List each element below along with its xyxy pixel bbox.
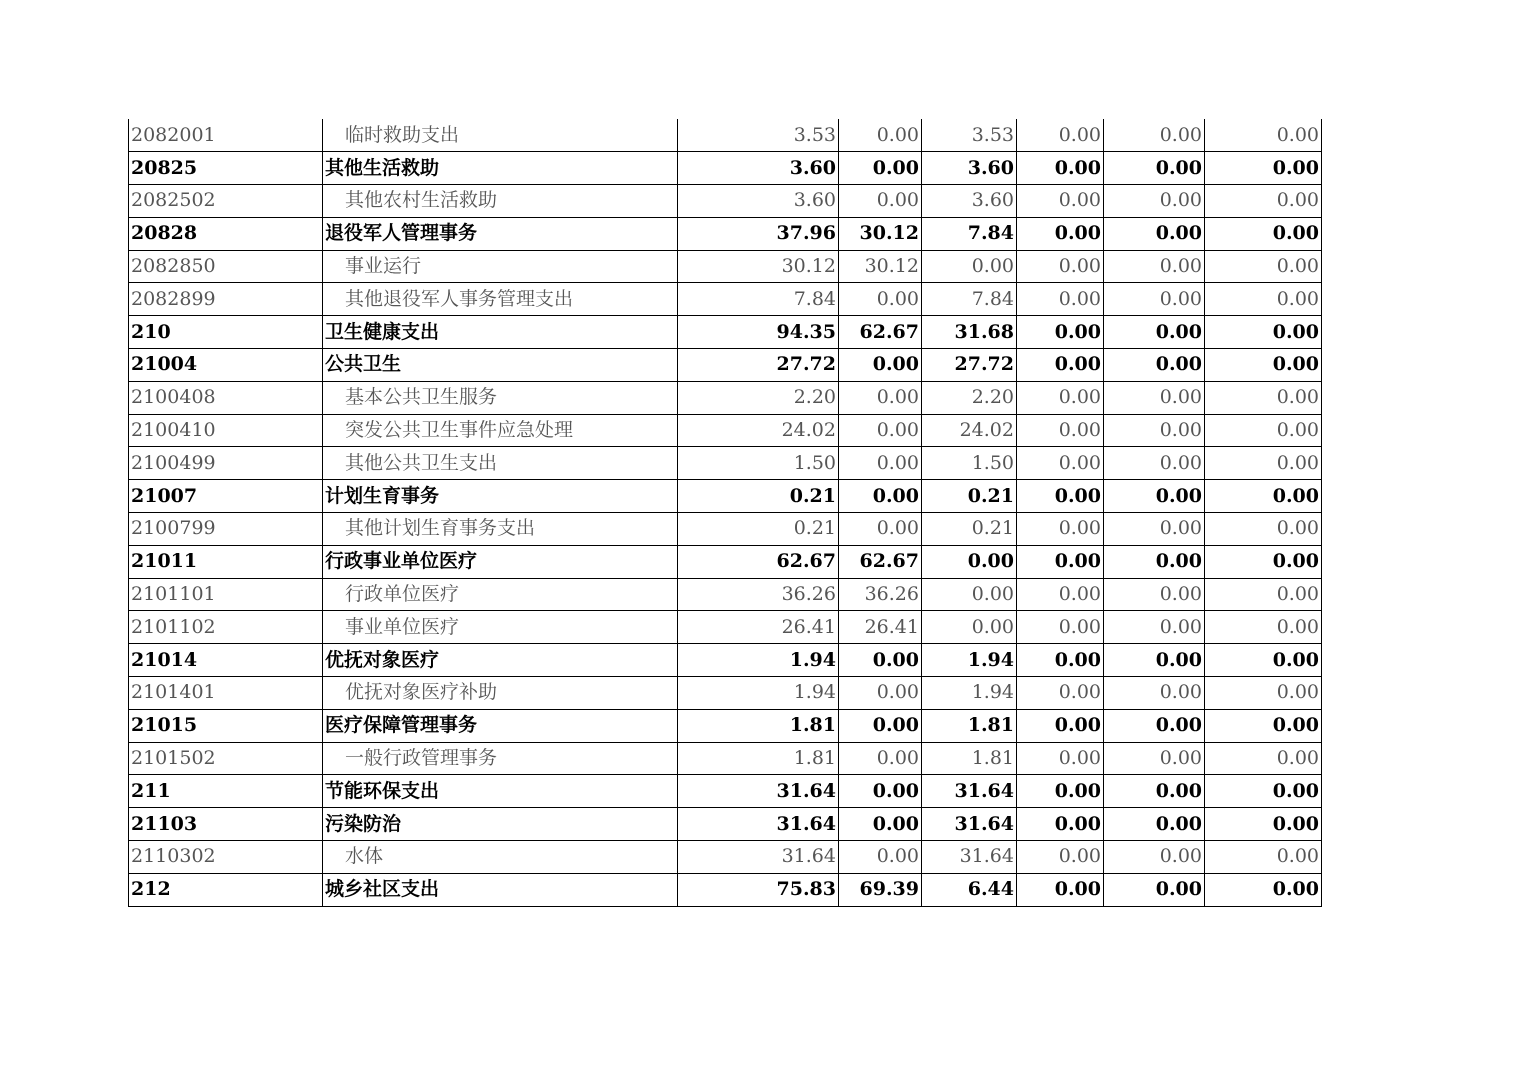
subject-code: 20825 bbox=[129, 152, 323, 185]
subject-name: 计划生育事务 bbox=[323, 480, 678, 513]
amount-cell: 0.00 bbox=[839, 775, 922, 808]
amount-cell: 0.00 bbox=[1017, 152, 1104, 185]
amount-cell: 0.00 bbox=[1104, 119, 1205, 152]
subject-code: 211 bbox=[129, 775, 323, 808]
amount-cell: 24.02 bbox=[678, 414, 839, 447]
amount-cell: 0.00 bbox=[1017, 873, 1104, 906]
subject-code: 21103 bbox=[129, 808, 323, 841]
amount-cell: 0.00 bbox=[1205, 873, 1322, 906]
amount-cell: 0.00 bbox=[1205, 513, 1322, 546]
subject-name: 行政事业单位医疗 bbox=[323, 545, 678, 578]
amount-cell: 0.00 bbox=[1017, 841, 1104, 874]
subject-name: 医疗保障管理事务 bbox=[323, 709, 678, 742]
amount-cell: 0.00 bbox=[839, 381, 922, 414]
amount-cell: 0.00 bbox=[839, 447, 922, 480]
amount-cell: 0.00 bbox=[1017, 283, 1104, 316]
table-row bbox=[129, 775, 1322, 808]
amount-cell: 69.39 bbox=[839, 873, 922, 906]
subject-code: 2082899 bbox=[129, 283, 323, 316]
table-row bbox=[129, 283, 1322, 316]
amount-cell: 0.00 bbox=[1017, 349, 1104, 382]
amount-cell: 1.81 bbox=[922, 709, 1017, 742]
amount-cell: 0.00 bbox=[1104, 775, 1205, 808]
table-row bbox=[129, 316, 1322, 349]
amount-cell: 0.00 bbox=[1205, 414, 1322, 447]
subject-code: 2082850 bbox=[129, 250, 323, 283]
amount-cell: 27.72 bbox=[922, 349, 1017, 382]
subject-code: 21011 bbox=[129, 545, 323, 578]
amount-cell: 26.41 bbox=[839, 611, 922, 644]
amount-cell: 6.44 bbox=[922, 873, 1017, 906]
subject-code: 21007 bbox=[129, 480, 323, 513]
amount-cell: 1.94 bbox=[922, 644, 1017, 677]
amount-cell: 27.72 bbox=[678, 349, 839, 382]
amount-cell: 31.64 bbox=[678, 841, 839, 874]
amount-cell: 0.00 bbox=[1205, 742, 1322, 775]
amount-cell: 0.00 bbox=[839, 677, 922, 710]
amount-cell: 0.00 bbox=[1104, 808, 1205, 841]
amount-cell: 7.84 bbox=[922, 283, 1017, 316]
amount-cell: 0.00 bbox=[1017, 775, 1104, 808]
table-row bbox=[129, 644, 1322, 677]
amount-cell: 0.00 bbox=[839, 119, 922, 152]
amount-cell: 0.00 bbox=[1104, 709, 1205, 742]
amount-cell: 31.64 bbox=[922, 775, 1017, 808]
amount-cell: 0.00 bbox=[1205, 611, 1322, 644]
amount-cell: 3.53 bbox=[922, 119, 1017, 152]
amount-cell: 0.00 bbox=[922, 545, 1017, 578]
table-row bbox=[129, 381, 1322, 414]
table-row bbox=[129, 152, 1322, 185]
subject-name: 行政单位医疗 bbox=[323, 578, 678, 611]
table-row bbox=[129, 578, 1322, 611]
amount-cell: 0.00 bbox=[1205, 250, 1322, 283]
subject-name: 优抚对象医疗 bbox=[323, 644, 678, 677]
amount-cell: 0.00 bbox=[1104, 480, 1205, 513]
subject-name: 节能环保支出 bbox=[323, 775, 678, 808]
subject-name: 事业运行 bbox=[323, 250, 678, 283]
amount-cell: 0.21 bbox=[922, 480, 1017, 513]
amount-cell: 0.00 bbox=[1205, 545, 1322, 578]
amount-cell: 1.81 bbox=[678, 742, 839, 775]
subject-name: 其他公共卫生支出 bbox=[323, 447, 678, 480]
amount-cell: 0.00 bbox=[922, 250, 1017, 283]
subject-code: 21004 bbox=[129, 349, 323, 382]
amount-cell: 0.00 bbox=[1104, 217, 1205, 250]
amount-cell: 0.00 bbox=[1017, 709, 1104, 742]
amount-cell: 7.84 bbox=[922, 217, 1017, 250]
amount-cell: 0.00 bbox=[1205, 185, 1322, 218]
subject-code: 2110302 bbox=[129, 841, 323, 874]
amount-cell: 3.60 bbox=[922, 152, 1017, 185]
subject-name: 其他计划生育事务支出 bbox=[323, 513, 678, 546]
amount-cell: 3.60 bbox=[678, 185, 839, 218]
subject-name: 其他生活救助 bbox=[323, 152, 678, 185]
table-row bbox=[129, 217, 1322, 250]
amount-cell: 1.50 bbox=[678, 447, 839, 480]
subject-code: 2101401 bbox=[129, 677, 323, 710]
amount-cell: 1.94 bbox=[678, 677, 839, 710]
table-row bbox=[129, 709, 1322, 742]
amount-cell: 0.00 bbox=[1205, 578, 1322, 611]
amount-cell: 0.00 bbox=[1104, 611, 1205, 644]
amount-cell: 62.67 bbox=[678, 545, 839, 578]
amount-cell: 0.00 bbox=[1205, 447, 1322, 480]
amount-cell: 3.53 bbox=[678, 119, 839, 152]
amount-cell: 0.00 bbox=[1205, 480, 1322, 513]
amount-cell: 0.00 bbox=[1205, 381, 1322, 414]
subject-name: 突发公共卫生事件应急处理 bbox=[323, 414, 678, 447]
amount-cell: 24.02 bbox=[922, 414, 1017, 447]
amount-cell: 62.67 bbox=[839, 545, 922, 578]
amount-cell: 0.00 bbox=[839, 808, 922, 841]
amount-cell: 0.00 bbox=[839, 709, 922, 742]
amount-cell: 0.00 bbox=[1104, 677, 1205, 710]
amount-cell: 0.00 bbox=[1104, 742, 1205, 775]
table-row bbox=[129, 873, 1322, 906]
amount-cell: 0.00 bbox=[1104, 283, 1205, 316]
amount-cell: 0.00 bbox=[1104, 447, 1205, 480]
table-row bbox=[129, 677, 1322, 710]
amount-cell: 0.00 bbox=[839, 742, 922, 775]
amount-cell: 30.12 bbox=[839, 217, 922, 250]
amount-cell: 36.26 bbox=[678, 578, 839, 611]
subject-code: 212 bbox=[129, 873, 323, 906]
subject-name: 污染防治 bbox=[323, 808, 678, 841]
amount-cell: 94.35 bbox=[678, 316, 839, 349]
amount-cell: 0.00 bbox=[1104, 513, 1205, 546]
table-row bbox=[129, 447, 1322, 480]
amount-cell: 0.00 bbox=[839, 349, 922, 382]
amount-cell: 1.50 bbox=[922, 447, 1017, 480]
table-row bbox=[129, 250, 1322, 283]
amount-cell: 0.00 bbox=[1104, 873, 1205, 906]
amount-cell: 0.00 bbox=[839, 185, 922, 218]
amount-cell: 0.00 bbox=[1017, 480, 1104, 513]
amount-cell: 0.00 bbox=[1017, 414, 1104, 447]
amount-cell: 0.00 bbox=[1205, 349, 1322, 382]
amount-cell: 0.21 bbox=[922, 513, 1017, 546]
amount-cell: 0.00 bbox=[1104, 414, 1205, 447]
subject-code: 20828 bbox=[129, 217, 323, 250]
table-body bbox=[129, 119, 1322, 906]
subject-name: 优抚对象医疗补助 bbox=[323, 677, 678, 710]
amount-cell: 0.00 bbox=[1017, 513, 1104, 546]
amount-cell: 0.00 bbox=[1017, 545, 1104, 578]
amount-cell: 31.64 bbox=[922, 808, 1017, 841]
table-row bbox=[129, 841, 1322, 874]
amount-cell: 1.81 bbox=[678, 709, 839, 742]
amount-cell: 0.00 bbox=[1205, 644, 1322, 677]
amount-cell: 0.00 bbox=[1017, 644, 1104, 677]
amount-cell: 0.00 bbox=[1205, 841, 1322, 874]
subject-code: 210 bbox=[129, 316, 323, 349]
subject-name: 其他退役军人事务管理支出 bbox=[323, 283, 678, 316]
amount-cell: 0.00 bbox=[1205, 152, 1322, 185]
table-row bbox=[129, 545, 1322, 578]
amount-cell: 0.00 bbox=[1104, 578, 1205, 611]
subject-name: 水体 bbox=[323, 841, 678, 874]
amount-cell: 0.21 bbox=[678, 480, 839, 513]
amount-cell: 0.00 bbox=[1104, 185, 1205, 218]
amount-cell: 0.00 bbox=[839, 283, 922, 316]
amount-cell: 0.00 bbox=[1017, 316, 1104, 349]
amount-cell: 0.00 bbox=[1205, 119, 1322, 152]
table-row bbox=[129, 414, 1322, 447]
amount-cell: 30.12 bbox=[839, 250, 922, 283]
subject-name: 临时救助支出 bbox=[323, 119, 678, 152]
table-row bbox=[129, 185, 1322, 218]
amount-cell: 0.00 bbox=[1104, 545, 1205, 578]
amount-cell: 0.00 bbox=[839, 414, 922, 447]
amount-cell: 0.00 bbox=[922, 578, 1017, 611]
amount-cell: 3.60 bbox=[922, 185, 1017, 218]
subject-name: 基本公共卫生服务 bbox=[323, 381, 678, 414]
amount-cell: 0.00 bbox=[1017, 447, 1104, 480]
subject-name: 事业单位医疗 bbox=[323, 611, 678, 644]
amount-cell: 0.00 bbox=[1017, 217, 1104, 250]
subject-name: 卫生健康支出 bbox=[323, 316, 678, 349]
amount-cell: 26.41 bbox=[678, 611, 839, 644]
subject-code: 21014 bbox=[129, 644, 323, 677]
amount-cell: 30.12 bbox=[678, 250, 839, 283]
amount-cell: 7.84 bbox=[678, 283, 839, 316]
subject-name: 其他农村生活救助 bbox=[323, 185, 678, 218]
amount-cell: 0.00 bbox=[1104, 381, 1205, 414]
amount-cell: 0.00 bbox=[1104, 841, 1205, 874]
subject-code: 2100408 bbox=[129, 381, 323, 414]
amount-cell: 0.00 bbox=[922, 611, 1017, 644]
amount-cell: 0.00 bbox=[1104, 250, 1205, 283]
amount-cell: 0.00 bbox=[1017, 611, 1104, 644]
amount-cell: 2.20 bbox=[678, 381, 839, 414]
table-row bbox=[129, 742, 1322, 775]
amount-cell: 0.00 bbox=[1017, 677, 1104, 710]
subject-code: 21015 bbox=[129, 709, 323, 742]
amount-cell: 31.64 bbox=[678, 775, 839, 808]
amount-cell: 0.00 bbox=[1205, 217, 1322, 250]
amount-cell: 0.00 bbox=[839, 841, 922, 874]
amount-cell: 75.83 bbox=[678, 873, 839, 906]
amount-cell: 0.00 bbox=[1104, 349, 1205, 382]
amount-cell: 36.26 bbox=[839, 578, 922, 611]
amount-cell: 31.68 bbox=[922, 316, 1017, 349]
subject-name: 一般行政管理事务 bbox=[323, 742, 678, 775]
amount-cell: 0.00 bbox=[1017, 119, 1104, 152]
amount-cell: 31.64 bbox=[922, 841, 1017, 874]
amount-cell: 1.94 bbox=[678, 644, 839, 677]
amount-cell: 31.64 bbox=[678, 808, 839, 841]
amount-cell: 1.81 bbox=[922, 742, 1017, 775]
amount-cell: 0.00 bbox=[839, 513, 922, 546]
subject-code: 2082502 bbox=[129, 185, 323, 218]
amount-cell: 0.00 bbox=[1205, 808, 1322, 841]
amount-cell: 0.00 bbox=[1104, 316, 1205, 349]
amount-cell: 0.00 bbox=[1205, 709, 1322, 742]
amount-cell: 0.00 bbox=[1205, 316, 1322, 349]
table-row bbox=[129, 513, 1322, 546]
amount-cell: 0.00 bbox=[839, 480, 922, 513]
amount-cell: 0.00 bbox=[839, 644, 922, 677]
expenditure-table bbox=[128, 119, 1322, 907]
amount-cell: 0.00 bbox=[839, 152, 922, 185]
table-row bbox=[129, 808, 1322, 841]
subject-code: 2101101 bbox=[129, 578, 323, 611]
subject-code: 2100499 bbox=[129, 447, 323, 480]
amount-cell: 0.00 bbox=[1017, 381, 1104, 414]
amount-cell: 0.00 bbox=[1104, 152, 1205, 185]
table-row bbox=[129, 349, 1322, 382]
amount-cell: 3.60 bbox=[678, 152, 839, 185]
subject-name: 退役军人管理事务 bbox=[323, 217, 678, 250]
amount-cell: 37.96 bbox=[678, 217, 839, 250]
table-row bbox=[129, 480, 1322, 513]
subject-name: 城乡社区支出 bbox=[323, 873, 678, 906]
subject-code: 2101102 bbox=[129, 611, 323, 644]
amount-cell: 0.00 bbox=[1205, 775, 1322, 808]
amount-cell: 0.00 bbox=[1017, 185, 1104, 218]
amount-cell: 2.20 bbox=[922, 381, 1017, 414]
subject-code: 2082001 bbox=[129, 119, 323, 152]
amount-cell: 0.00 bbox=[1205, 283, 1322, 316]
subject-code: 2100799 bbox=[129, 513, 323, 546]
amount-cell: 1.94 bbox=[922, 677, 1017, 710]
table-row bbox=[129, 119, 1322, 152]
amount-cell: 0.00 bbox=[1017, 250, 1104, 283]
subject-code: 2101502 bbox=[129, 742, 323, 775]
amount-cell: 0.00 bbox=[1104, 644, 1205, 677]
amount-cell: 0.00 bbox=[1017, 578, 1104, 611]
subject-name: 公共卫生 bbox=[323, 349, 678, 382]
amount-cell: 0.00 bbox=[1017, 808, 1104, 841]
amount-cell: 0.00 bbox=[1205, 677, 1322, 710]
amount-cell: 62.67 bbox=[839, 316, 922, 349]
amount-cell: 0.00 bbox=[1017, 742, 1104, 775]
amount-cell: 0.21 bbox=[678, 513, 839, 546]
subject-code: 2100410 bbox=[129, 414, 323, 447]
table-row bbox=[129, 611, 1322, 644]
